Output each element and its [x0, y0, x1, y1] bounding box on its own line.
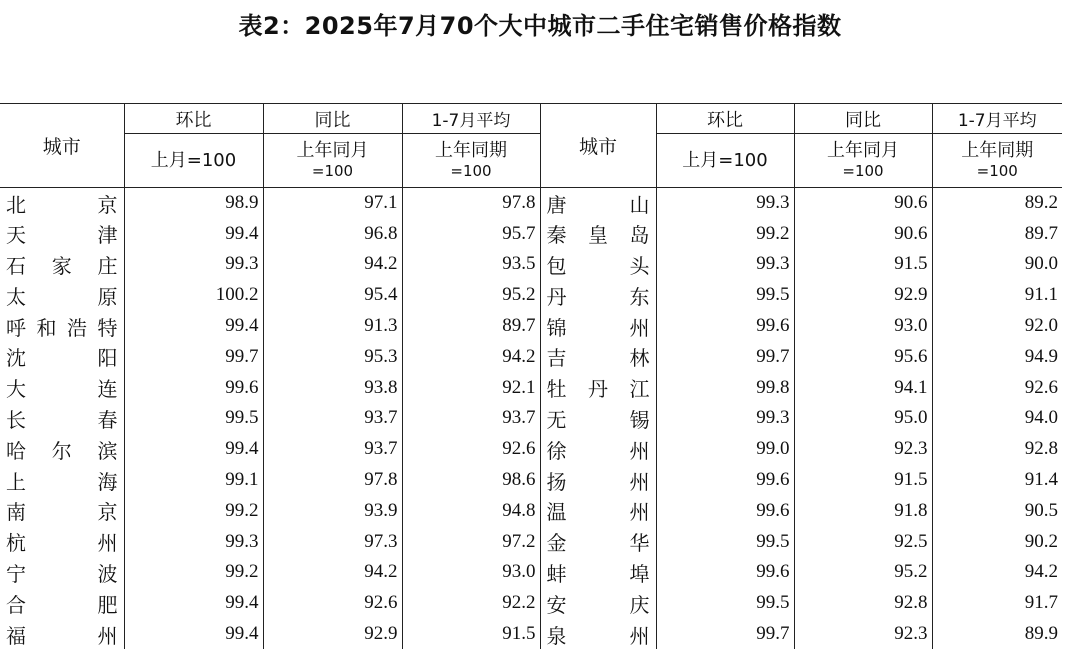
avg-value-left: 92.2: [402, 588, 540, 619]
yoy-value-left: 93.7: [263, 434, 402, 465]
avg-value-left: 98.6: [402, 465, 540, 496]
city-name-right: [540, 218, 656, 249]
mom-value-right: 99.7: [656, 619, 794, 650]
city-label: 宁 波: [6, 561, 118, 586]
mom-value-right: 99.6: [656, 495, 794, 526]
mom-value-left: 99.3: [124, 526, 263, 557]
mom-value-left: 99.7: [124, 341, 263, 372]
avg-value-right: 92.8: [932, 434, 1062, 465]
avg-value-left: 93.0: [402, 557, 540, 588]
avg-value-left: 94.8: [402, 495, 540, 526]
city-name-right: [540, 403, 656, 434]
avg-value-right: 90.5: [932, 495, 1062, 526]
city-name-left: [0, 526, 124, 557]
yoy-value-right: 95.6: [794, 341, 932, 372]
table-title: 表2：2025年7月70个大中城市二手住宅销售价格指数: [238, 12, 842, 40]
city-label: 合 肥: [6, 592, 118, 617]
yoy-value-right: 91.8: [794, 495, 932, 526]
yoy-value-right: 92.8: [794, 588, 932, 619]
city-label: 长 春: [6, 407, 118, 432]
mom-value-right: 99.7: [656, 341, 794, 372]
city-name-right: [540, 311, 656, 342]
mom-value-left: 99.4: [124, 434, 263, 465]
city-name-left: [0, 465, 124, 496]
avg-value-right: 90.0: [932, 249, 1062, 280]
header-mom-left: 环比: [124, 104, 263, 134]
city-label: 哈 尔 滨: [6, 438, 118, 463]
yoy-value-right: 92.3: [794, 434, 932, 465]
mom-value-left: 99.5: [124, 403, 263, 434]
header-yoy-base-left: 上年同月 =100: [263, 134, 402, 188]
city-label: 扬 州: [546, 469, 650, 494]
city-label: 福 州: [6, 623, 118, 648]
avg-value-left: 89.7: [402, 311, 540, 342]
city-label: 吉 林: [546, 346, 650, 371]
table-row: [0, 526, 1062, 557]
city-name-right: [540, 619, 656, 650]
table-row: [0, 188, 1062, 219]
city-name-right: [540, 434, 656, 465]
yoy-value-left: 92.9: [263, 619, 402, 650]
avg-value-right: 94.2: [932, 557, 1062, 588]
city-name-left: [0, 188, 124, 219]
city-label: 上 海: [6, 469, 118, 494]
yoy-value-right: 92.5: [794, 526, 932, 557]
city-label: 无 锡: [546, 407, 650, 432]
city-name-right: [540, 465, 656, 496]
mom-value-right: 99.5: [656, 526, 794, 557]
avg-value-right: 89.2: [932, 188, 1062, 219]
yoy-value-left: 91.3: [263, 311, 402, 342]
avg-value-left: 91.5: [402, 619, 540, 650]
avg-value-left: 93.5: [402, 249, 540, 280]
avg-value-right: 91.4: [932, 465, 1062, 496]
yoy-value-left: 93.8: [263, 372, 402, 403]
yoy-value-left: 93.7: [263, 403, 402, 434]
city-name-left: [0, 557, 124, 588]
yoy-value-left: 96.8: [263, 218, 402, 249]
yoy-value-right: 94.1: [794, 372, 932, 403]
city-label: 杭 州: [6, 531, 118, 556]
city-label: 沈 阳: [6, 346, 118, 371]
city-name-left: [0, 495, 124, 526]
mom-value-right: 99.6: [656, 311, 794, 342]
yoy-value-left: 97.8: [263, 465, 402, 496]
avg-value-left: 95.2: [402, 280, 540, 311]
city-label: 北 京: [6, 192, 118, 217]
city-name-left: [0, 403, 124, 434]
avg-value-left: 97.2: [402, 526, 540, 557]
table-row: [0, 619, 1062, 650]
mom-value-right: 99.0: [656, 434, 794, 465]
city-name-right: [540, 557, 656, 588]
mom-value-right: 99.5: [656, 588, 794, 619]
yoy-value-right: 95.0: [794, 403, 932, 434]
yoy-value-left: 94.2: [263, 249, 402, 280]
mom-value-left: 100.2: [124, 280, 263, 311]
city-label: 天 津: [6, 223, 118, 248]
table-body: [0, 188, 1062, 650]
header-yoy-base-right: 上年同月 =100: [794, 134, 932, 188]
yoy-value-left: 95.4: [263, 280, 402, 311]
avg-value-right: 91.7: [932, 588, 1062, 619]
avg-value-left: 92.6: [402, 434, 540, 465]
city-label: 南 京: [6, 500, 118, 525]
yoy-value-right: 90.6: [794, 188, 932, 219]
city-name-right: [540, 372, 656, 403]
avg-value-left: 93.7: [402, 403, 540, 434]
avg-value-right: 90.2: [932, 526, 1062, 557]
city-name-left: [0, 249, 124, 280]
mom-value-left: 99.4: [124, 311, 263, 342]
avg-value-right: 94.9: [932, 341, 1062, 372]
city-label: 徐 州: [546, 438, 650, 463]
city-label: 泉 州: [546, 623, 650, 648]
table-header: [0, 104, 1062, 188]
mom-value-left: 99.6: [124, 372, 263, 403]
avg-value-left: 95.7: [402, 218, 540, 249]
city-name-left: [0, 311, 124, 342]
city-name-left: [0, 372, 124, 403]
mom-value-right: 99.3: [656, 403, 794, 434]
avg-value-right: 92.6: [932, 372, 1062, 403]
yoy-value-left: 93.9: [263, 495, 402, 526]
mom-value-right: 99.5: [656, 280, 794, 311]
yoy-value-right: 91.5: [794, 249, 932, 280]
table-row: [0, 341, 1062, 372]
header-city-right: 城市: [540, 104, 656, 188]
mom-value-right: 99.3: [656, 249, 794, 280]
city-label: 唐 山: [546, 192, 650, 217]
avg-value-left: 97.8: [402, 188, 540, 219]
city-name-left: [0, 588, 124, 619]
city-label: 大 连: [6, 377, 118, 402]
table-row: [0, 280, 1062, 311]
mom-value-left: 99.3: [124, 249, 263, 280]
mom-value-left: 99.2: [124, 557, 263, 588]
table-row: [0, 588, 1062, 619]
mom-value-left: 99.4: [124, 588, 263, 619]
mom-value-left: 99.4: [124, 218, 263, 249]
header-mom-right: 环比: [656, 104, 794, 134]
yoy-value-right: 95.2: [794, 557, 932, 588]
mom-value-right: 99.6: [656, 465, 794, 496]
city-name-left: [0, 434, 124, 465]
city-name-left: [0, 341, 124, 372]
city-name-right: [540, 495, 656, 526]
table-row: [0, 465, 1062, 496]
yoy-value-right: 92.3: [794, 619, 932, 650]
header-avg-base-left: 上年同期 =100: [402, 134, 540, 188]
header-yoy-right: 同比: [794, 104, 932, 134]
city-label: 金 华: [546, 531, 650, 556]
city-label: 温 州: [546, 500, 650, 525]
yoy-value-right: 90.6: [794, 218, 932, 249]
yoy-value-left: 92.6: [263, 588, 402, 619]
avg-value-right: 89.9: [932, 619, 1062, 650]
table-row: [0, 372, 1062, 403]
city-label: 秦 皇 岛: [546, 223, 650, 248]
city-label: 太 原: [6, 284, 118, 309]
header-mom-base-left: 上月=100: [124, 134, 263, 188]
city-label: 安 庆: [546, 592, 650, 617]
city-label: 石 家 庄: [6, 253, 118, 278]
yoy-value-right: 92.9: [794, 280, 932, 311]
city-name-right: [540, 280, 656, 311]
yoy-value-left: 95.3: [263, 341, 402, 372]
table-row: [0, 403, 1062, 434]
mom-value-left: 99.4: [124, 619, 263, 650]
mom-value-right: 99.3: [656, 188, 794, 219]
mom-value-right: 99.2: [656, 218, 794, 249]
city-name-left: [0, 619, 124, 650]
city-label: 呼 和 浩 特: [6, 315, 118, 340]
yoy-value-right: 93.0: [794, 311, 932, 342]
mom-value-left: 99.1: [124, 465, 263, 496]
city-name-left: [0, 280, 124, 311]
yoy-value-right: 91.5: [794, 465, 932, 496]
avg-value-left: 94.2: [402, 341, 540, 372]
city-name-left: [0, 218, 124, 249]
city-name-right: [540, 188, 656, 219]
mom-value-right: 99.6: [656, 557, 794, 588]
city-label: 牡 丹 江: [546, 377, 650, 402]
table-row: [0, 434, 1062, 465]
city-label: 包 头: [546, 253, 650, 278]
table-row: [0, 311, 1062, 342]
table-row: [0, 249, 1062, 280]
header-yoy-left: 同比: [263, 104, 402, 134]
price-index-table: [0, 103, 1062, 649]
city-label: 丹 东: [546, 284, 650, 309]
table-row: [0, 218, 1062, 249]
mom-value-right: 99.8: [656, 372, 794, 403]
avg-value-right: 94.0: [932, 403, 1062, 434]
city-name-right: [540, 526, 656, 557]
city-name-right: [540, 341, 656, 372]
city-label: 锦 州: [546, 315, 650, 340]
avg-value-left: 92.1: [402, 372, 540, 403]
avg-value-right: 89.7: [932, 218, 1062, 249]
yoy-value-left: 97.1: [263, 188, 402, 219]
mom-value-left: 98.9: [124, 188, 263, 219]
header-avg-left: 1-7月平均: [402, 104, 540, 134]
yoy-value-left: 97.3: [263, 526, 402, 557]
table-row: [0, 495, 1062, 526]
city-name-right: [540, 588, 656, 619]
header-mom-base-right: 上月=100: [656, 134, 794, 188]
yoy-value-left: 94.2: [263, 557, 402, 588]
header-avg-right: 1-7月平均: [932, 104, 1062, 134]
mom-value-left: 99.2: [124, 495, 263, 526]
table-row: [0, 557, 1062, 588]
city-label: 蚌 埠: [546, 561, 650, 586]
header-city-left: 城市: [0, 104, 124, 188]
city-name-right: [540, 249, 656, 280]
avg-value-right: 91.1: [932, 280, 1062, 311]
avg-value-right: 92.0: [932, 311, 1062, 342]
header-avg-base-right: 上年同期 =100: [932, 134, 1062, 188]
